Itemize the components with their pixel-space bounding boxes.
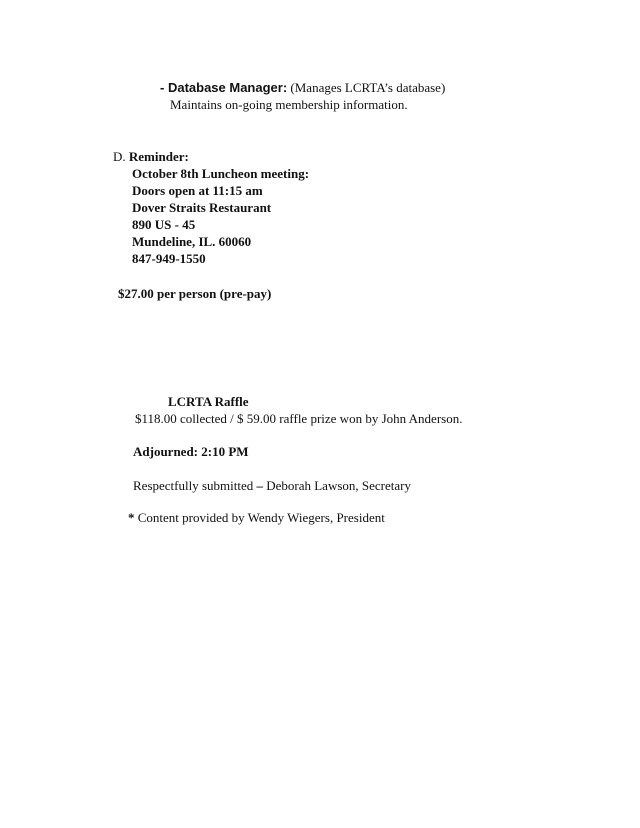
submitted-line [133,478,411,494]
content-note-text: Content provided by Wendy Wiegers, President [134,510,385,525]
reminder-line-1: October 8th Luncheon meeting: [132,166,310,181]
reminder-line-6: 847-949-1550 [132,251,206,266]
dash-mark: - [160,80,168,95]
database-manager-label: Database Manager: [167,80,288,95]
reminder-line-4: 890 US - 45 [132,217,196,232]
database-manager-detail: Maintains on-going membership information. [170,97,408,112]
raffle-text: $118.00 collected / $ 59.00 raffle prize won by John Anderson. [135,411,463,426]
reminder-heading [113,149,189,165]
database-manager-heading [160,80,445,96]
submitted-dash: – [256,478,263,493]
raffle-title: LCRTA Raffle [168,394,249,409]
reminder-label: Reminder: [128,149,189,164]
reminder-line-2: Doors open at 11:15 am [132,183,263,198]
reminder-line-3: Dover Straits Restaurant [132,200,272,215]
reminder-line-5: Mundeline, IL. 60060 [132,234,252,249]
adjourned-line: Adjourned: 2:10 PM [133,444,249,459]
database-manager-description: (Manages LCRTA’s database) [290,80,446,95]
price-line: $27.00 per person (pre-pay) [118,286,272,301]
reminder-marker: D. [113,149,126,164]
content-note-star: * [128,510,135,525]
content-note [128,510,385,526]
submitted-prefix: Respectfully submitted [133,478,257,493]
submitted-name: Deborah Lawson, Secretary [262,478,411,493]
